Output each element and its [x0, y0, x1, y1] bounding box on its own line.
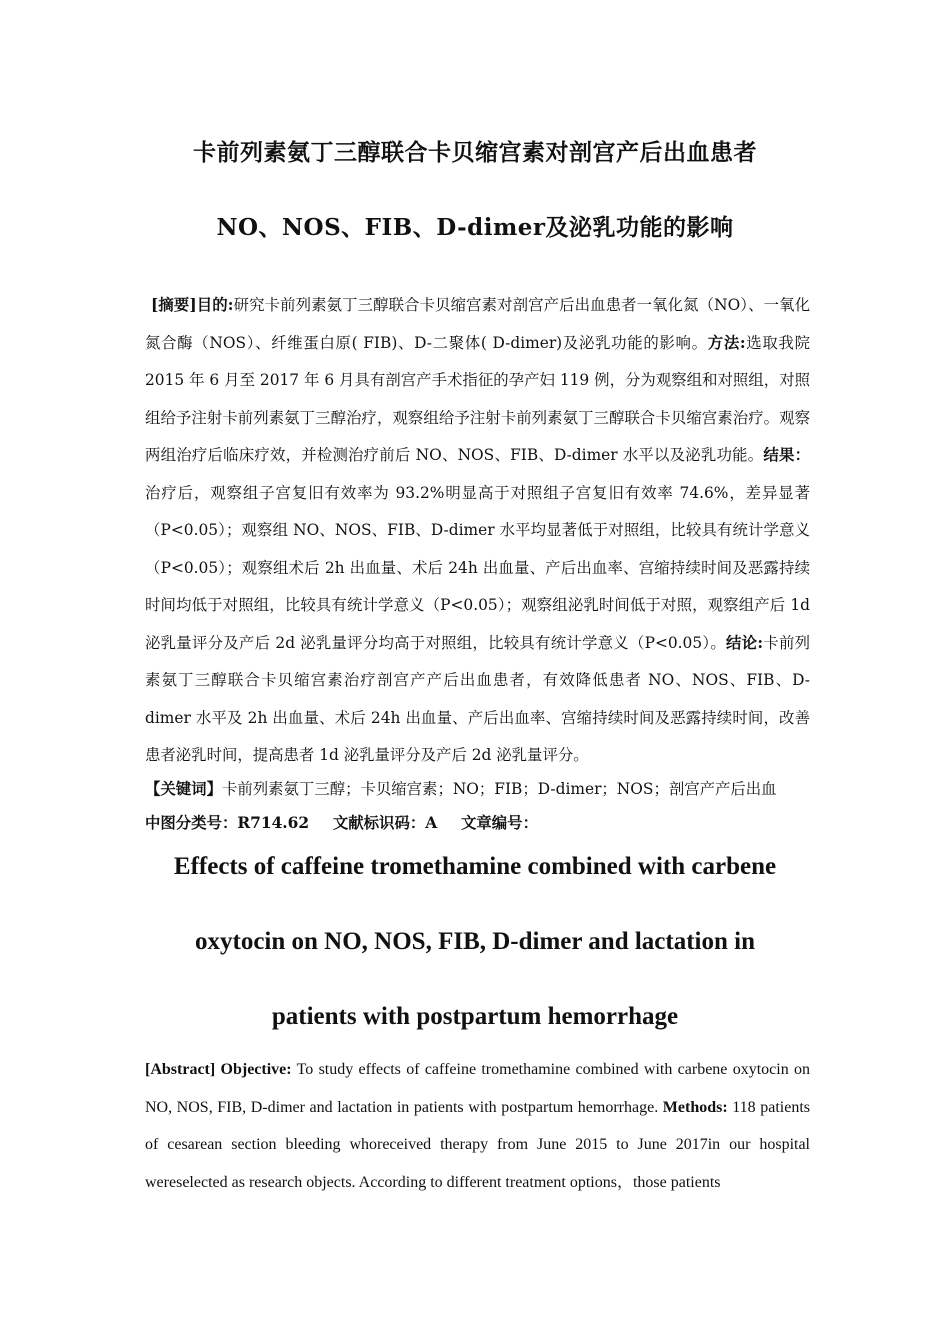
keywords-text: 卡前列素氨丁三醇；卡贝缩宫素；NO；FIB；D-dimer；NOS；剖宫产产后出血 [221, 780, 777, 798]
keywords-label: 【关键词】 [145, 780, 222, 798]
objective-text: 研究卡前列素氨丁三醇联合卡贝缩宫素对剖宫产后出血患者一氧化氮（NO）、一氧化氮合酶（NOS）、纤维蛋白原( FIB)、D-二聚体( D-dimer)及泌乳功能的影响。 [145, 296, 810, 352]
conclusion-label: 结论: [726, 633, 764, 652]
en-objective-label: Objective: [220, 1061, 292, 1078]
en-methods-text: 118 patients of cesarean section bleeding whoreceived therapy from June 2015 to June 2017in our hospital wereselected as research objects. According to different treatment options，those patients [145, 1098, 811, 1191]
keywords-line [145, 777, 825, 799]
english-title-line-3: patients with postpartum hemorrhage [271, 1003, 679, 1030]
clc-value: R714.62 [237, 814, 310, 832]
en-abstract-label: [Abstract] [145, 1061, 216, 1078]
methods-text: 选取我院 2015 年 6 月至 2017 年 6 月具有剖宫产手术指征的孕产妇 119 例，分为观察组和对照组，对照组给予注射卡前列素氨丁三醇治疗，观察组给予注射卡前列素氨丁三醇联合卡贝缩宫素治疗。观察两组治疗后临床疗效，并检测治疗前后 NO、NOS、FIB、D-dimer 水平以及泌乳功能。 [145, 333, 810, 464]
clc-label: 中图分类号： [145, 814, 238, 832]
objective-label: 目的: [196, 296, 234, 314]
english-title-line-1: Effects of caffeine tromethamine combined with carbene [173, 853, 777, 880]
english-abstract [145, 1051, 810, 1201]
results-text: 治疗后，观察组子宫复旧有效率为 93.2%明显高于对照组子宫复旧有效率 74.6%，差异显著（P<0.05）；观察组 NO、NOS、FIB、D-dimer 水平均显著低于对照组，比较具有统计学意义（P<0.05）；观察组术后 2h 出血量、术后 24h 出血量、产后出血率、宫缩持续时间及恶露持续时间均低于对照组，比较具有统计学意义（P<0.05）；观察组泌乳时间低于对照，观察组产后 1d 泌乳量评分及产后 2d 泌乳量评分均高于对照组，比较具有统计学意义（P<0.05）。 [145, 483, 810, 652]
classification-line [145, 811, 825, 833]
chinese-title-line-1: 卡前列素氨丁三醇联合卡贝缩宫素对剖宫产后出血患者 [193, 139, 757, 166]
english-title-line-2: oxytocin on NO, NOS, FIB, D-dimer and lactation in [195, 928, 755, 955]
conclusion-text: 卡前列素氨丁三醇联合卡贝缩宫素治疗剖宫产产后出血患者，有效降低患者 NO、NOS、FIB、D-dimer 水平及 2h 出血量、术后 24h 出血量、产后出血率、宫缩持续时间及恶露持续时间，改善患者泌乳时间，提高患者 1d 泌乳量评分及产后 2d 泌乳量评分。 [145, 633, 810, 764]
chinese-title-line-2: NO、NOS、FIB、D-dimer及泌乳功能的影响 [216, 214, 734, 241]
results-label: 结果： [763, 446, 810, 464]
en-objective-text: To study effects of caffeine tromethamine combined with carbene oxytocin on NO, NOS, FIB, D-dimer and lactation in patients with postpartum hemorrhage. [145, 1061, 810, 1116]
methods-label: 方法: [707, 333, 746, 352]
chinese-abstract [145, 287, 810, 775]
abstract-label: [摘要] [151, 296, 197, 314]
doc-code-value: A [425, 814, 438, 832]
en-methods-label: Methods: [662, 1098, 728, 1116]
doc-code-label: 文献标识码： [332, 814, 426, 832]
article-number-label: 文章编号： [461, 814, 538, 832]
